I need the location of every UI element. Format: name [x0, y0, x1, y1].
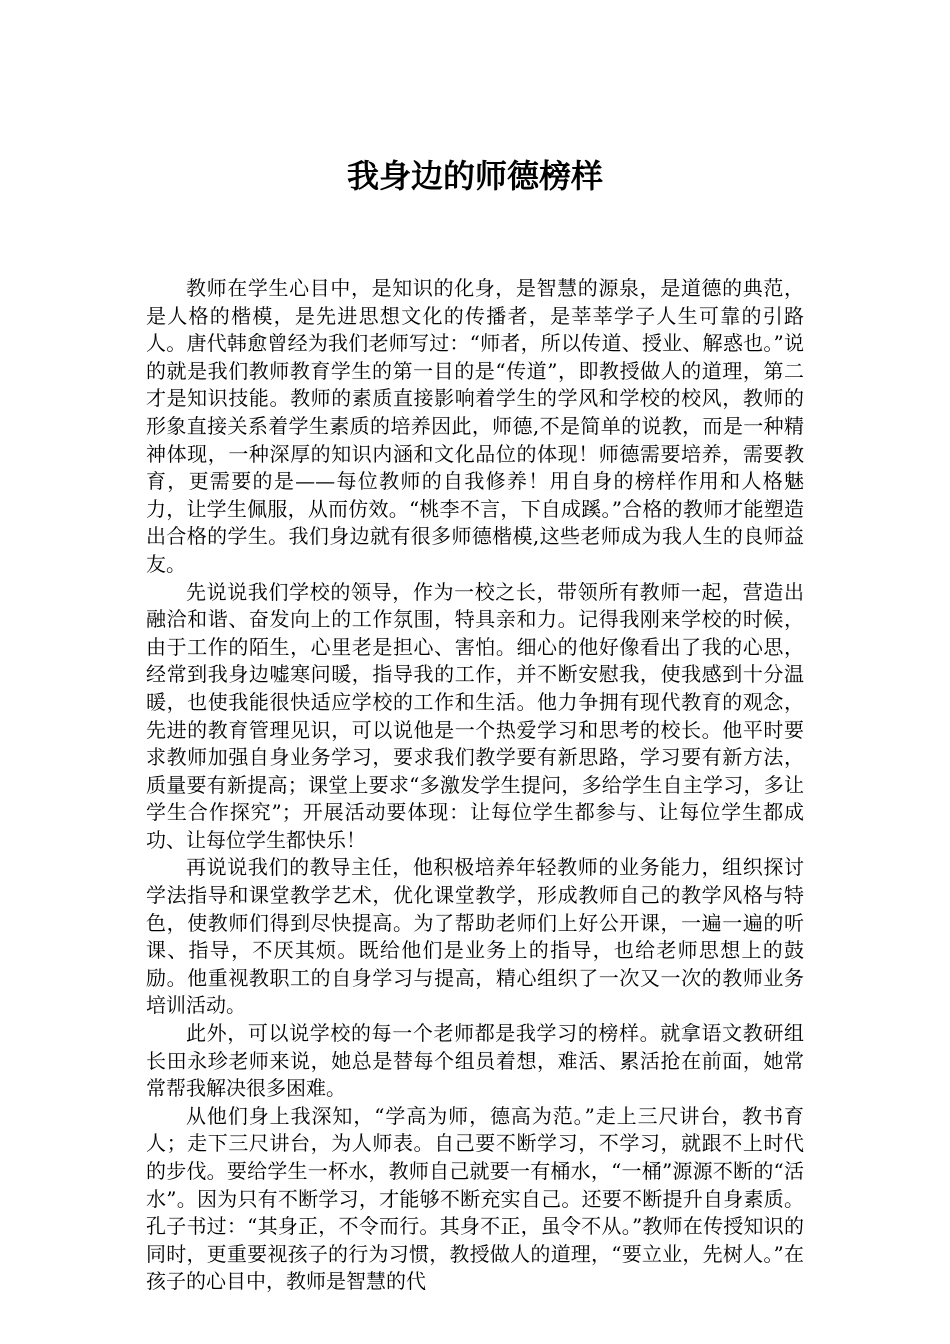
paragraph: 从他们身上我深知，“学高为师，德高为范。”走上三尺讲台，教书育人；走下三尺讲台，为人师表。自己要不断学习，不学习，就跟不上时代的步伐。要给学生一杯水，教师自己就要一有桶水，“一桶”源源不断的“活水”。因为只有不断学习，才能够不断充实自己。还要不断提升自身素质。孔子书过：“其身正，不令而行。其身不正，虽令不从。”教师在传授知识的同时，更重要视孩子的行为习惯，教授做人的道理，“要立业，先树人。”在孩子的心目中，教师是智慧的代 — [146, 1103, 804, 1294]
paragraph: 此外，可以说学校的每一个老师都是我学习的榜样。就拿语文教研组长田永珍老师来说，她总是替每个组员着想，难活、累活抢在前面，她常常帮我解决很多困难。 — [146, 1021, 804, 1101]
document-title: 我身边的师德榜样 — [346, 157, 603, 195]
paragraph: 教师在学生心目中，是知识的化身，是智慧的源泉，是道德的典范，是人格的楷模，是先进思想文化的传播者，是莘莘学子人生可靠的引路人。唐代韩愈曾经为我们老师写过：“师者，所以传道、授业、解惑也。”说的就是我们教师教育学生的第一目的是“传道”，即教授做人的道理，第二才是知识技能。教师的素质直接影响着学生的学风和学校的校风，教师的形象直接关系着学生素质的培养因此，师德,不是简单的说教，而是一种精神体现，一种深厚的知识内涵和文化品位的体现！师德需要培养，需要教育，更需要的是——每位教师的自我修养！用自身的榜样作用和人格魅力，让学生佩服，从而仿效。“桃李不言，下自成蹊。”合格的教师才能塑造出合格的学生。我们身边就有很多师德楷模,这些老师成为我人生的良师益友。 — [146, 276, 804, 576]
paragraph: 先说说我们学校的领导，作为一校之长，带领所有教师一起，营造出融洽和谐、奋发向上的工作氛围，特具亲和力。记得我刚来学校的时候，由于工作的陌生，心里老是担心、害怕。细心的他好像看出了我的心思，经常到我身边嘘寒问暖，指导我的工作，并不断安慰我，使我感到十分温暖，也使我能很快适应学校的工作和生活。他力争拥有现代教育的观念，先进的教育管理见识，可以说他是一个热爱学习和思考的校长。他平时要求教师加强自身业务学习，要求我们教学要有新思路，学习要有新方法，质量要有新提高；课堂上要求“多激发学生提问，多给学生自主学习，多让学生合作探究”；开展活动要体现：让每位学生都参与、让每位学生都成功、让每位学生都快乐！ — [146, 579, 804, 852]
paragraph: 再说说我们的教导主任，他积极培养年轻教师的业务能力，组织探讨学法指导和课堂教学艺术，优化课堂教学，形成教师自己的教学风格与特色，使教师们得到尽快提高。为了帮助老师们上好公开课，一遍一遍的听课、指导，不厌其烦。既给他们是业务上的指导，也给老师思想上的鼓励。他重视教职工的自身学习与提高，精心组织了一次又一次的教师业务培训活动。 — [146, 855, 804, 1018]
document-body — [146, 275, 804, 1296]
